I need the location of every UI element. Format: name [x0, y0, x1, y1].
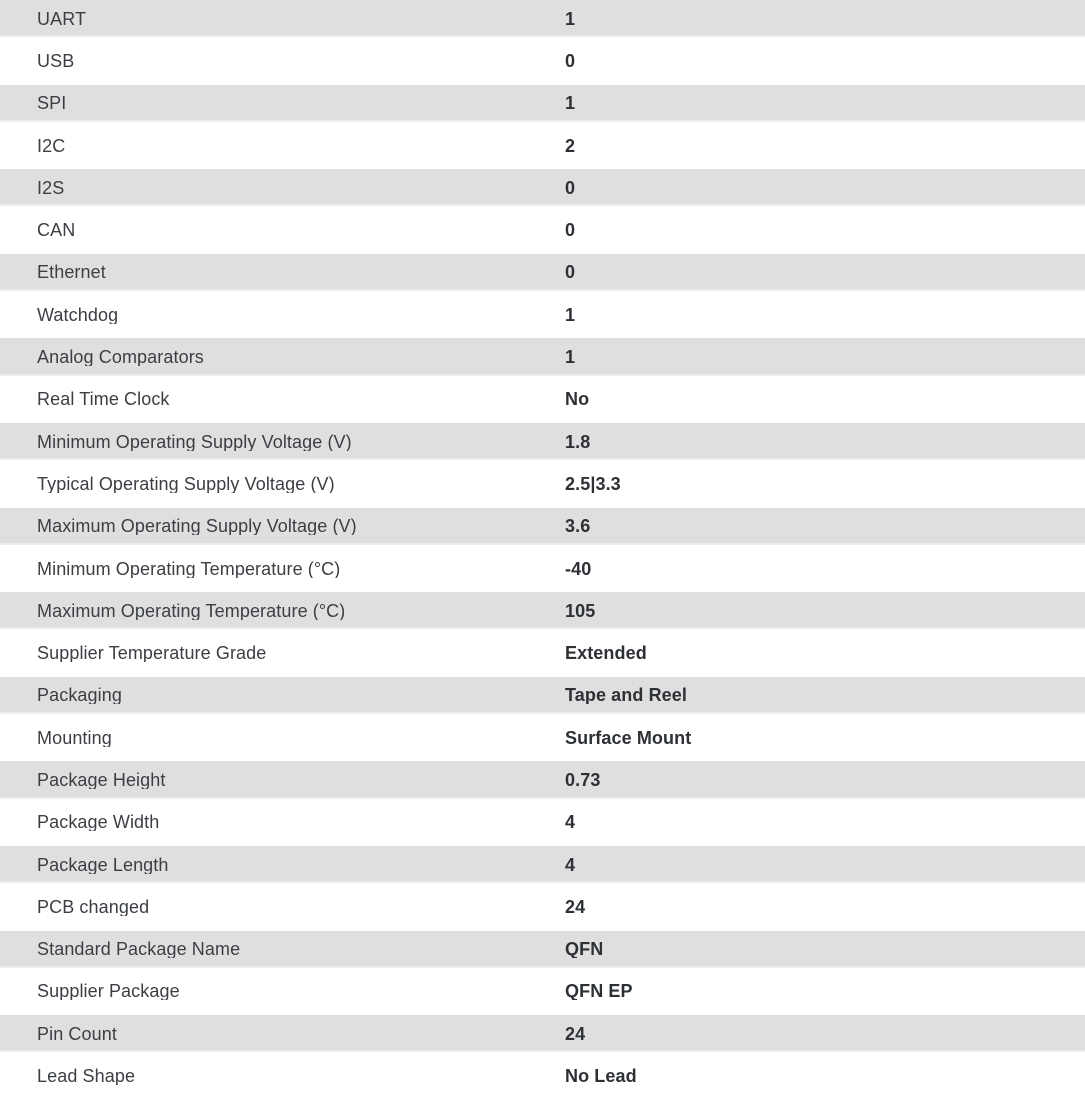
attribute-value: 0: [565, 178, 576, 197]
attribute-label: Supplier Package: [37, 982, 180, 1001]
attribute-value: 24: [565, 897, 586, 916]
table-row: [0, 550, 1085, 592]
attribute-value: 105: [565, 601, 596, 620]
attribute-label: Ethernet: [37, 263, 106, 282]
attribute-value: Extended: [565, 644, 647, 663]
attribute-value: 0: [565, 51, 576, 70]
table-row: [0, 677, 1085, 719]
attribute-value: QFN: [565, 940, 604, 959]
attribute-value: No: [565, 390, 590, 409]
attribute-value: -40: [565, 559, 592, 578]
attribute-value: Tape and Reel: [565, 686, 688, 705]
attribute-label: UART: [37, 9, 87, 28]
table-row: [0, 719, 1085, 761]
table-row: [0, 846, 1085, 888]
table-row: [0, 804, 1085, 846]
table-row: [0, 338, 1085, 380]
attribute-label: Supplier Temperature Grade: [37, 644, 267, 663]
attribute-value: 4: [565, 855, 576, 874]
table-row: [0, 0, 1085, 42]
attribute-value: 1: [565, 9, 576, 28]
attribute-value: 1: [565, 348, 576, 367]
attribute-label: USB: [37, 51, 75, 70]
table-row: [0, 1015, 1085, 1057]
attribute-value: 2: [565, 136, 576, 155]
attribute-value: 4: [565, 813, 576, 832]
table-row: [0, 465, 1085, 507]
attribute-value: 1: [565, 94, 576, 113]
attribute-value: 2.5|3.3: [565, 474, 621, 493]
attribute-label: Typical Operating Supply Voltage (V): [37, 474, 335, 493]
table-row: [0, 931, 1085, 973]
attribute-label: Watchdog: [37, 305, 119, 324]
table-row: [0, 296, 1085, 338]
attribute-label: Package Length: [37, 855, 169, 874]
attribute-value: 1: [565, 305, 576, 324]
attribute-value: QFN EP: [565, 982, 633, 1001]
table-row: [0, 888, 1085, 930]
table-row: [0, 85, 1085, 127]
attribute-value: 0: [565, 221, 576, 240]
attribute-label: I2C: [37, 136, 66, 155]
table-row: [0, 973, 1085, 1015]
table-row: [0, 381, 1085, 423]
table-row: [0, 42, 1085, 84]
attribute-value: 1.8: [565, 432, 591, 451]
attribute-value: 3.6: [565, 517, 591, 536]
attribute-value: 0: [565, 263, 576, 282]
attribute-label: Pin Count: [37, 1024, 117, 1043]
table-row: [0, 423, 1085, 465]
table-row: [0, 761, 1085, 803]
attribute-value: Surface Mount: [565, 728, 692, 747]
attribute-label: Standard Package Name: [37, 940, 241, 959]
attribute-label: Lead Shape: [37, 1067, 136, 1086]
attribute-value: No Lead: [565, 1067, 637, 1086]
attribute-label: Packaging: [37, 686, 122, 705]
attribute-value: 0.73: [565, 770, 601, 789]
table-row: [0, 211, 1085, 253]
attribute-label: I2S: [37, 178, 65, 197]
table-row: [0, 127, 1085, 169]
attribute-label: Real Time Clock: [37, 390, 170, 409]
attribute-value: 24: [565, 1024, 586, 1043]
table-row: [0, 254, 1085, 296]
attribute-label: Minimum Operating Temperature (°C): [37, 559, 341, 578]
table-row: [0, 169, 1085, 211]
attribute-label: CAN: [37, 221, 76, 240]
table-row: [0, 634, 1085, 676]
table-row: [0, 592, 1085, 634]
attribute-label: Analog Comparators: [37, 348, 204, 367]
attribute-label: Maximum Operating Supply Voltage (V): [37, 517, 357, 536]
attribute-label: Mounting: [37, 728, 112, 747]
attribute-label: Maximum Operating Temperature (°C): [37, 601, 346, 620]
table-row: [0, 1057, 1085, 1099]
attribute-label: Package Height: [37, 770, 166, 789]
table-row: [0, 508, 1085, 550]
attribute-label: Minimum Operating Supply Voltage (V): [37, 432, 352, 451]
attribute-label: SPI: [37, 94, 67, 113]
attribute-label: Package Width: [37, 813, 160, 832]
attribute-label: PCB changed: [37, 897, 150, 916]
